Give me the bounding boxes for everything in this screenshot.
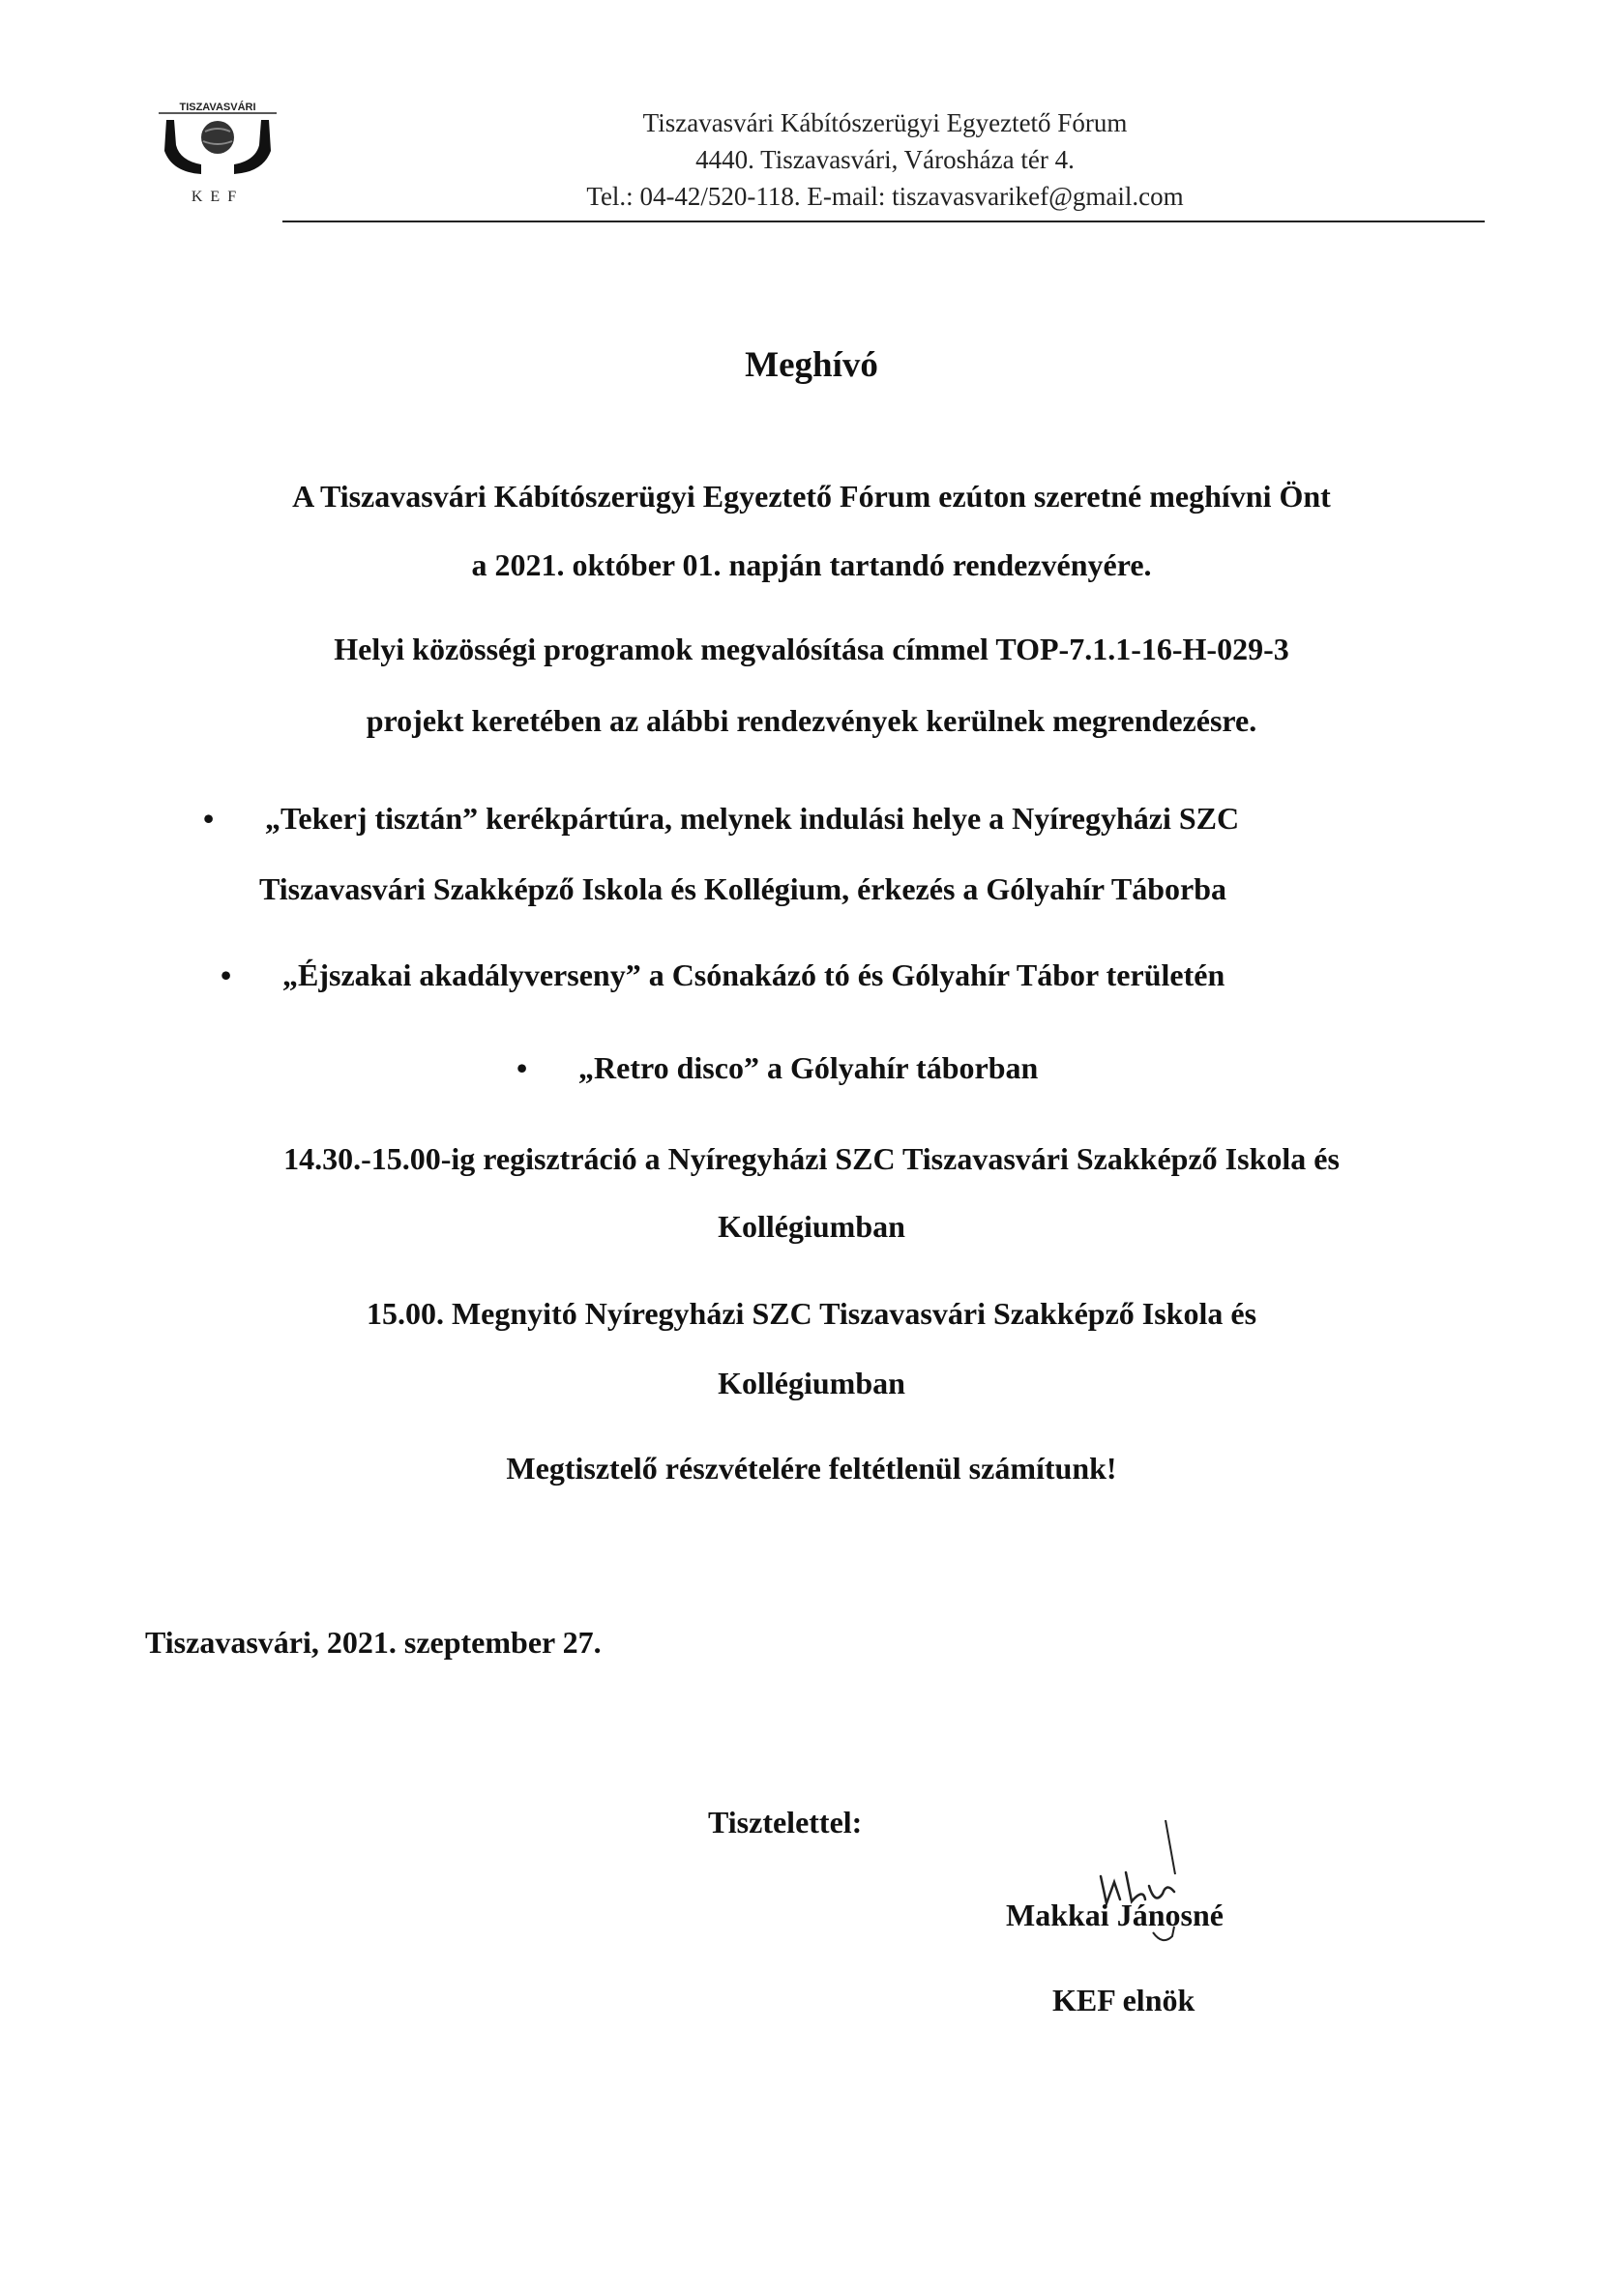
event-text: „Retro disco” a Gólyahír táborban <box>578 1050 1039 1085</box>
organization-address: 4440. Tiszavasvári, Városháza tér 4. <box>695 145 1075 174</box>
event-item <box>203 801 1239 837</box>
document-title: Meghívó <box>745 345 878 385</box>
closing-sentence: Megtisztelő részvételére feltétlenül számítunk! <box>506 1451 1117 1486</box>
handwritten-signature-icon <box>1093 1818 1219 1954</box>
bullet-icon: • <box>221 957 232 992</box>
logo-bottom-text: KEF <box>191 189 245 205</box>
logo-top-text: TISZAVASVÁRI <box>179 102 256 113</box>
intro-line-4: projekt keretében az alábbi rendezvények kerülnek megrendezésre. <box>366 703 1257 738</box>
bullet-icon: • <box>203 801 215 836</box>
date-line: Tiszavasvári, 2021. szeptember 27. <box>145 1625 602 1660</box>
intro-line-3: Helyi közösségi programok megvalósítása címmel TOP-7.1.1-16-H-029-3 <box>334 632 1289 666</box>
letterhead <box>280 104 1490 215</box>
kef-hands-logo-icon <box>145 97 290 211</box>
event-item-continuation: Tiszavasvári Szakképző Iskola és Kollégium, érkezés a Gólyahír Táborba <box>259 871 1227 906</box>
intro-line-2: a 2021. október 01. napján tartandó rendezvényére. <box>471 547 1152 582</box>
event-item <box>516 1050 1038 1086</box>
signature-greeting: Tisztelettel: <box>708 1805 863 1840</box>
event-text: „Éjszakai akadályverseny” a Csónakázó tó és Gólyahír Tábor területén <box>282 957 1225 992</box>
letterhead-divider <box>282 221 1485 222</box>
registration-line-2: Kollégiumban <box>718 1209 905 1244</box>
event-item <box>221 957 1225 993</box>
organization-name: Tiszavasvári Kábítószerügyi Egyeztető Fórum <box>642 108 1128 137</box>
intro-line-1: A Tiszavasvári Kábítószerügyi Egyeztető Fórum ezúton szeretné meghívni Önt <box>292 479 1331 514</box>
event-text: „Tekerj tisztán” kerékpártúra, melynek indulási helye a Nyíregyházi SZC <box>265 801 1240 836</box>
organization-contact: Tel.: 04-42/520-118. E-mail: tiszavasvarikef@gmail.com <box>586 182 1184 211</box>
signatory-role: KEF elnök <box>1052 1983 1195 2017</box>
registration-line-1: 14.30.-15.00-ig regisztráció a Nyíregyházi SZC Tiszavasvári Szakképző Iskola és <box>283 1141 1340 1176</box>
bullet-icon: • <box>516 1050 528 1085</box>
signatory-name: Makkai Jánosné <box>1006 1898 1224 1932</box>
opening-line-1: 15.00. Megnyitó Nyíregyházi SZC Tiszavasvári Szakképző Iskola és <box>366 1296 1257 1331</box>
opening-line-2: Kollégiumban <box>718 1366 905 1400</box>
